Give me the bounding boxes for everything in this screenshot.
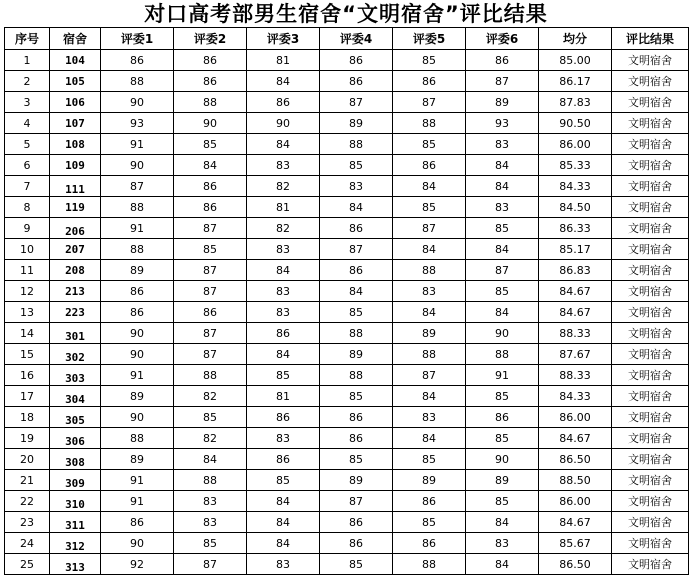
cell-judge-2: 85	[174, 407, 247, 428]
cell-judge-4: 86	[320, 407, 393, 428]
table-row	[5, 92, 689, 113]
cell-judge-5: 89	[393, 323, 466, 344]
cell-judge-4: 85	[320, 449, 393, 470]
cell-judge-3: 81	[247, 197, 320, 218]
cell-judge-3: 90	[247, 113, 320, 134]
cell-judge-3: 82	[247, 176, 320, 197]
cell-judge-2: 86	[174, 302, 247, 323]
cell-judge-3: 83	[247, 428, 320, 449]
cell-judge-1: 93	[101, 113, 174, 134]
cell-judge-6: 85	[466, 281, 539, 302]
table-row	[5, 512, 689, 533]
cell-room: 109	[50, 155, 101, 176]
cell-result: 文明宿舍	[612, 50, 689, 71]
cell-judge-1: 91	[101, 218, 174, 239]
cell-no: 17	[5, 386, 50, 407]
cell-no: 5	[5, 134, 50, 155]
table-row	[5, 323, 689, 344]
table-row	[5, 491, 689, 512]
cell-judge-6: 83	[466, 134, 539, 155]
cell-judge-6: 85	[466, 491, 539, 512]
cell-average: 88.33	[539, 365, 612, 386]
cell-no: 12	[5, 281, 50, 302]
cell-judge-2: 88	[174, 92, 247, 113]
cell-room: 111	[50, 176, 101, 197]
cell-judge-2: 90	[174, 113, 247, 134]
cell-judge-5: 86	[393, 533, 466, 554]
cell-judge-3: 83	[247, 239, 320, 260]
table-row	[5, 176, 689, 197]
cell-judge-2: 87	[174, 218, 247, 239]
cell-judge-6: 90	[466, 323, 539, 344]
table-row	[5, 428, 689, 449]
cell-judge-1: 87	[101, 176, 174, 197]
cell-judge-5: 86	[393, 491, 466, 512]
cell-judge-3: 84	[247, 71, 320, 92]
table-body	[5, 50, 689, 575]
cell-room: 208	[50, 260, 101, 281]
cell-judge-2: 88	[174, 470, 247, 491]
cell-judge-4: 85	[320, 302, 393, 323]
cell-no: 7	[5, 176, 50, 197]
cell-judge-3: 86	[247, 92, 320, 113]
cell-room: 119	[50, 197, 101, 218]
cell-room: 302	[50, 344, 101, 365]
cell-judge-1: 86	[101, 281, 174, 302]
cell-judge-5: 86	[393, 71, 466, 92]
cell-judge-2: 87	[174, 260, 247, 281]
cell-no: 6	[5, 155, 50, 176]
cell-judge-4: 87	[320, 491, 393, 512]
cell-average: 84.33	[539, 386, 612, 407]
cell-no: 21	[5, 470, 50, 491]
cell-average: 84.67	[539, 281, 612, 302]
cell-judge-4: 87	[320, 239, 393, 260]
cell-judge-4: 89	[320, 113, 393, 134]
cell-judge-2: 87	[174, 554, 247, 575]
cell-no: 23	[5, 512, 50, 533]
cell-judge-1: 89	[101, 260, 174, 281]
cell-room: 308	[50, 449, 101, 470]
cell-room: 310	[50, 491, 101, 512]
header-no: 序号	[5, 28, 50, 50]
cell-judge-6: 85	[466, 218, 539, 239]
cell-average: 85.00	[539, 50, 612, 71]
cell-judge-3: 84	[247, 491, 320, 512]
cell-average: 85.33	[539, 155, 612, 176]
header-judge-5: 评委5	[393, 28, 466, 50]
cell-judge-2: 87	[174, 281, 247, 302]
cell-result: 文明宿舍	[612, 323, 689, 344]
cell-result: 文明宿舍	[612, 491, 689, 512]
table-row	[5, 260, 689, 281]
table-row	[5, 533, 689, 554]
cell-room: 313	[50, 554, 101, 575]
cell-no: 19	[5, 428, 50, 449]
cell-judge-3: 85	[247, 470, 320, 491]
cell-judge-1: 90	[101, 407, 174, 428]
header-judge-2: 评委2	[174, 28, 247, 50]
cell-judge-4: 89	[320, 344, 393, 365]
table-row	[5, 344, 689, 365]
cell-judge-3: 84	[247, 512, 320, 533]
cell-judge-4: 86	[320, 71, 393, 92]
cell-judge-4: 86	[320, 218, 393, 239]
table-row	[5, 197, 689, 218]
cell-judge-5: 85	[393, 50, 466, 71]
cell-judge-3: 85	[247, 365, 320, 386]
cell-judge-4: 85	[320, 386, 393, 407]
cell-judge-2: 85	[174, 239, 247, 260]
cell-judge-1: 86	[101, 302, 174, 323]
cell-judge-2: 86	[174, 71, 247, 92]
cell-judge-6: 90	[466, 449, 539, 470]
cell-average: 90.50	[539, 113, 612, 134]
cell-room: 206	[50, 218, 101, 239]
cell-judge-5: 85	[393, 197, 466, 218]
cell-judge-1: 86	[101, 512, 174, 533]
cell-result: 文明宿舍	[612, 365, 689, 386]
cell-result: 文明宿舍	[612, 281, 689, 302]
header-judge-1: 评委1	[101, 28, 174, 50]
table-row	[5, 281, 689, 302]
cell-judge-2: 86	[174, 50, 247, 71]
cell-no: 22	[5, 491, 50, 512]
cell-judge-5: 83	[393, 407, 466, 428]
cell-judge-4: 86	[320, 260, 393, 281]
cell-judge-6: 91	[466, 365, 539, 386]
cell-judge-5: 85	[393, 134, 466, 155]
table-row	[5, 134, 689, 155]
header-judge-4: 评委4	[320, 28, 393, 50]
cell-result: 文明宿舍	[612, 554, 689, 575]
cell-judge-6: 89	[466, 92, 539, 113]
cell-no: 13	[5, 302, 50, 323]
cell-judge-2: 88	[174, 365, 247, 386]
cell-judge-5: 88	[393, 113, 466, 134]
cell-judge-2: 83	[174, 491, 247, 512]
cell-judge-3: 82	[247, 218, 320, 239]
cell-no: 18	[5, 407, 50, 428]
header-judge-6: 评委6	[466, 28, 539, 50]
cell-judge-1: 86	[101, 50, 174, 71]
table-row	[5, 386, 689, 407]
cell-no: 11	[5, 260, 50, 281]
cell-result: 文明宿舍	[612, 239, 689, 260]
cell-judge-2: 86	[174, 176, 247, 197]
cell-judge-1: 90	[101, 323, 174, 344]
cell-judge-5: 84	[393, 428, 466, 449]
cell-no: 1	[5, 50, 50, 71]
cell-average: 87.83	[539, 92, 612, 113]
cell-room: 312	[50, 533, 101, 554]
cell-judge-2: 86	[174, 197, 247, 218]
cell-average: 86.00	[539, 134, 612, 155]
cell-judge-6: 85	[466, 386, 539, 407]
cell-result: 文明宿舍	[612, 407, 689, 428]
cell-average: 86.50	[539, 554, 612, 575]
cell-judge-6: 87	[466, 71, 539, 92]
cell-average: 86.00	[539, 491, 612, 512]
cell-judge-5: 88	[393, 554, 466, 575]
cell-room: 311	[50, 512, 101, 533]
cell-average: 84.67	[539, 428, 612, 449]
cell-judge-5: 89	[393, 470, 466, 491]
cell-result: 文明宿舍	[612, 113, 689, 134]
cell-judge-4: 83	[320, 176, 393, 197]
cell-average: 86.17	[539, 71, 612, 92]
cell-average: 86.33	[539, 218, 612, 239]
cell-judge-2: 83	[174, 512, 247, 533]
cell-judge-4: 88	[320, 134, 393, 155]
cell-judge-5: 84	[393, 386, 466, 407]
cell-room: 213	[50, 281, 101, 302]
cell-room: 305	[50, 407, 101, 428]
cell-no: 20	[5, 449, 50, 470]
cell-average: 86.83	[539, 260, 612, 281]
cell-room: 301	[50, 323, 101, 344]
cell-judge-1: 90	[101, 344, 174, 365]
cell-judge-3: 81	[247, 50, 320, 71]
cell-average: 86.00	[539, 407, 612, 428]
cell-judge-6: 84	[466, 512, 539, 533]
cell-judge-1: 89	[101, 386, 174, 407]
cell-room: 105	[50, 71, 101, 92]
cell-judge-6: 86	[466, 50, 539, 71]
header-room: 宿舍	[50, 28, 101, 50]
cell-judge-3: 84	[247, 134, 320, 155]
cell-judge-6: 83	[466, 533, 539, 554]
table-row	[5, 554, 689, 575]
cell-average: 86.50	[539, 449, 612, 470]
table-row	[5, 155, 689, 176]
cell-average: 84.50	[539, 197, 612, 218]
cell-judge-6: 85	[466, 428, 539, 449]
cell-judge-6: 84	[466, 302, 539, 323]
cell-judge-5: 87	[393, 365, 466, 386]
cell-judge-3: 83	[247, 554, 320, 575]
cell-judge-5: 88	[393, 344, 466, 365]
cell-judge-4: 86	[320, 50, 393, 71]
cell-judge-4: 88	[320, 365, 393, 386]
cell-judge-3: 86	[247, 449, 320, 470]
cell-judge-1: 90	[101, 92, 174, 113]
cell-judge-2: 84	[174, 449, 247, 470]
cell-average: 84.67	[539, 512, 612, 533]
cell-judge-4: 84	[320, 197, 393, 218]
cell-judge-2: 85	[174, 533, 247, 554]
cell-result: 文明宿舍	[612, 92, 689, 113]
cell-average: 87.67	[539, 344, 612, 365]
cell-no: 2	[5, 71, 50, 92]
cell-result: 文明宿舍	[612, 386, 689, 407]
cell-judge-1: 88	[101, 239, 174, 260]
cell-judge-4: 84	[320, 281, 393, 302]
table-row	[5, 470, 689, 491]
cell-judge-6: 83	[466, 197, 539, 218]
table-row	[5, 302, 689, 323]
cell-judge-3: 86	[247, 323, 320, 344]
cell-judge-5: 88	[393, 260, 466, 281]
table-header-row	[5, 28, 689, 50]
table-row	[5, 365, 689, 386]
cell-judge-5: 84	[393, 176, 466, 197]
table-row	[5, 449, 689, 470]
cell-judge-5: 86	[393, 155, 466, 176]
cell-result: 文明宿舍	[612, 197, 689, 218]
cell-judge-6: 93	[466, 113, 539, 134]
cell-judge-5: 84	[393, 239, 466, 260]
cell-judge-5: 84	[393, 302, 466, 323]
cell-room: 207	[50, 239, 101, 260]
cell-judge-6: 87	[466, 260, 539, 281]
cell-room: 107	[50, 113, 101, 134]
cell-no: 24	[5, 533, 50, 554]
cell-judge-2: 84	[174, 155, 247, 176]
cell-judge-2: 85	[174, 134, 247, 155]
table-row	[5, 71, 689, 92]
cell-judge-1: 88	[101, 71, 174, 92]
cell-no: 14	[5, 323, 50, 344]
cell-judge-1: 92	[101, 554, 174, 575]
cell-no: 25	[5, 554, 50, 575]
cell-judge-2: 82	[174, 386, 247, 407]
cell-judge-5: 83	[393, 281, 466, 302]
cell-judge-4: 86	[320, 533, 393, 554]
cell-room: 306	[50, 428, 101, 449]
cell-judge-2: 87	[174, 344, 247, 365]
cell-judge-4: 86	[320, 428, 393, 449]
cell-judge-1: 89	[101, 449, 174, 470]
cell-judge-3: 83	[247, 281, 320, 302]
cell-result: 文明宿舍	[612, 176, 689, 197]
cell-judge-2: 87	[174, 323, 247, 344]
cell-result: 文明宿舍	[612, 512, 689, 533]
table-row	[5, 218, 689, 239]
table-row	[5, 239, 689, 260]
cell-room: 104	[50, 50, 101, 71]
cell-judge-1: 91	[101, 365, 174, 386]
cell-result: 文明宿舍	[612, 218, 689, 239]
cell-no: 16	[5, 365, 50, 386]
cell-no: 10	[5, 239, 50, 260]
cell-judge-1: 88	[101, 428, 174, 449]
cell-average: 88.33	[539, 323, 612, 344]
cell-judge-4: 86	[320, 512, 393, 533]
table-row	[5, 113, 689, 134]
cell-judge-5: 85	[393, 512, 466, 533]
cell-no: 9	[5, 218, 50, 239]
cell-result: 文明宿舍	[612, 470, 689, 491]
cell-no: 4	[5, 113, 50, 134]
cell-judge-3: 84	[247, 260, 320, 281]
cell-judge-1: 91	[101, 470, 174, 491]
cell-judge-3: 84	[247, 533, 320, 554]
cell-judge-6: 84	[466, 554, 539, 575]
cell-average: 84.67	[539, 302, 612, 323]
cell-judge-3: 83	[247, 155, 320, 176]
cell-judge-1: 91	[101, 134, 174, 155]
cell-judge-6: 86	[466, 407, 539, 428]
cell-result: 文明宿舍	[612, 260, 689, 281]
cell-result: 文明宿舍	[612, 428, 689, 449]
cell-no: 15	[5, 344, 50, 365]
header-judge-3: 评委3	[247, 28, 320, 50]
cell-judge-4: 85	[320, 155, 393, 176]
cell-judge-3: 83	[247, 302, 320, 323]
cell-result: 文明宿舍	[612, 134, 689, 155]
cell-result: 文明宿舍	[612, 302, 689, 323]
cell-judge-1: 90	[101, 155, 174, 176]
cell-judge-6: 88	[466, 344, 539, 365]
results-table	[4, 27, 689, 575]
cell-judge-4: 85	[320, 554, 393, 575]
cell-judge-5: 87	[393, 218, 466, 239]
cell-judge-5: 85	[393, 449, 466, 470]
cell-judge-4: 87	[320, 92, 393, 113]
cell-no: 8	[5, 197, 50, 218]
cell-room: 106	[50, 92, 101, 113]
cell-result: 文明宿舍	[612, 533, 689, 554]
cell-room: 108	[50, 134, 101, 155]
cell-average: 84.33	[539, 176, 612, 197]
cell-result: 文明宿舍	[612, 71, 689, 92]
cell-result: 文明宿舍	[612, 344, 689, 365]
page-title: 对口高考部男生宿舍“文明宿舍”评比结果	[144, 2, 548, 26]
cell-judge-2: 82	[174, 428, 247, 449]
cell-room: 304	[50, 386, 101, 407]
cell-judge-1: 88	[101, 197, 174, 218]
table-row	[5, 407, 689, 428]
cell-judge-1: 90	[101, 533, 174, 554]
header-result: 评比结果	[612, 28, 689, 50]
cell-judge-3: 86	[247, 407, 320, 428]
cell-judge-4: 89	[320, 470, 393, 491]
cell-result: 文明宿舍	[612, 449, 689, 470]
cell-judge-3: 84	[247, 344, 320, 365]
cell-judge-4: 88	[320, 323, 393, 344]
cell-judge-6: 84	[466, 176, 539, 197]
cell-room: 303	[50, 365, 101, 386]
cell-room: 309	[50, 470, 101, 491]
cell-judge-1: 91	[101, 491, 174, 512]
cell-no: 3	[5, 92, 50, 113]
cell-judge-6: 84	[466, 155, 539, 176]
cell-average: 85.67	[539, 533, 612, 554]
cell-judge-6: 89	[466, 470, 539, 491]
cell-result: 文明宿舍	[612, 155, 689, 176]
table-row	[5, 50, 689, 71]
cell-judge-5: 87	[393, 92, 466, 113]
cell-room: 223	[50, 302, 101, 323]
cell-judge-6: 84	[466, 239, 539, 260]
cell-average: 88.50	[539, 470, 612, 491]
cell-average: 85.17	[539, 239, 612, 260]
header-average: 均分	[539, 28, 612, 50]
cell-judge-3: 81	[247, 386, 320, 407]
